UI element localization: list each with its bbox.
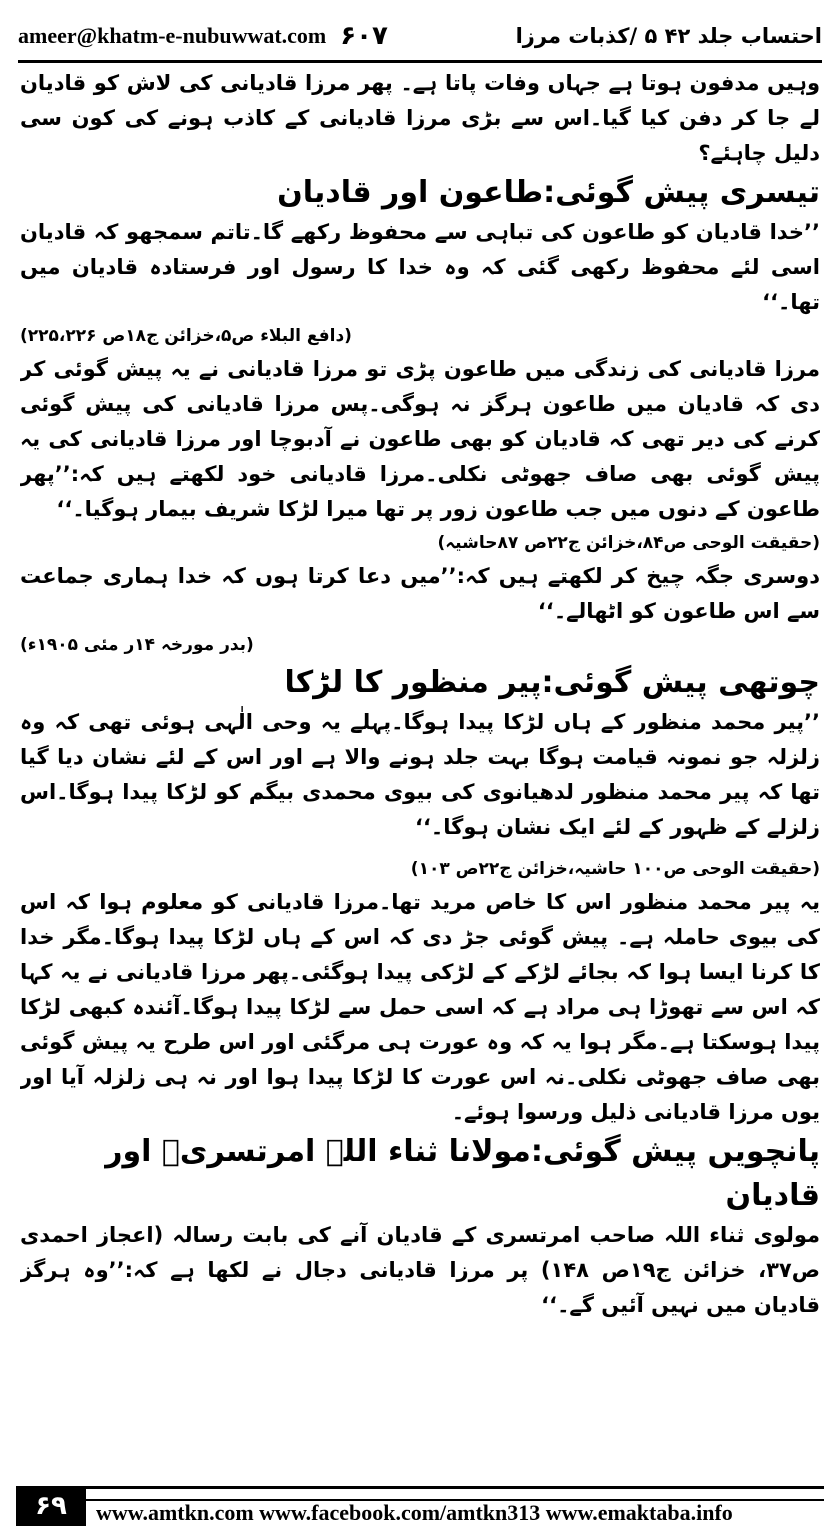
reference-haqiqat-ul-wahi-1: (حقیقت الوحی ص۸۴،خزائن ج۲۲ص ۸۷حاشیہ) xyxy=(437,533,820,553)
paragraph-second-place: دوسری جگہ چیخ کر لکھتے ہیں کہ:’’میں دعا کرتا ہوں کہ خدا ہماری جماعت سے اس طاعون کو اٹھالے۔‘‘ xyxy=(20,564,820,623)
header-email: ameer@khatm-e-nubuwwat.com xyxy=(18,23,327,48)
heading-fourth-prophecy: چوتھی پیش گوئی:پیر منظور کا لڑکا xyxy=(284,665,820,700)
header-divider xyxy=(18,60,822,63)
page-body xyxy=(20,66,820,1446)
heading-third-prophecy: تیسری پیش گوئی:طاعون اور قادیان xyxy=(277,175,820,210)
reference-haqiqat-ul-wahi-2: (حقیقت الوحی ص۱۰۰ حاشیہ،خزائن ج۲۲ص ۱۰۳) xyxy=(410,859,820,879)
paragraph-sanaullah: مولوی ثناء اللہ صاحب امرتسری کے قادیان آنے کی بابت رسالہ (اعجاز احمدی ص۳۷، خزائن ج۱۹ص ۱۴۸) پر مرزا قادیانی دجال نے لکھا ہے کہ:’’وہ ہرگز قادیان میں نہیں آئیں گے۔‘‘ xyxy=(20,1223,820,1317)
heading-fifth-prophecy: پانچویں پیش گوئی:مولانا ثناء اللہ امرتسریؒ اور قادیان xyxy=(105,1134,820,1213)
header-book-title: احتساب جلد ۴۲ ۵ /کذبات مرزا xyxy=(515,24,822,48)
page-header xyxy=(18,14,822,58)
paragraph-plague: مرزا قادیانی کی زندگی میں طاعون پڑی تو مرزا قادیانی نے یہ پیش گوئی کر دی کہ قادیان میں طاعون ہرگز نہ ہوگی۔پس مرزا قادیانی کی پیش گوئی کرنے کی دیر تھی کہ قادیان کو بھی طاعون نے آدبوچا اور مرزا قادیانی کی یہ پیش گوئی بھی صاف جھوٹی نکلی۔مرزا قادیانی خود لکھتے ہیں کہ:’’پھر طاعون کے دنوں میں جب طاعون زور پر تھا میرا لڑکا شریف بیمار ہوگیا۔‘‘ xyxy=(20,357,820,521)
spacer xyxy=(20,845,820,853)
footer-rules xyxy=(86,1486,824,1501)
quote-third-prophecy: ’’خدا قادیان کو طاعون کی تباہی سے محفوظ رکھے گا۔تاتم سمجھو کہ قادیان اسی لئے محفوظ رکھی گئی کہ وہ خدا کا رسول اور فرستادہ قادیان میں تھا۔‘‘ xyxy=(20,220,820,314)
quote-fourth-prophecy: ’’پیر محمد منظور کے ہاں لڑکا پیدا ہوگا۔پہلے یہ وحی الٰہی ہوئی تھی کہ وہ زلزلہ جو نمونہ قیامت ہوگا بہت جلد ہونے والا ہے اور اس کے لئے نشان دیا گیا تھا کہ پیر محمد منظور لدھیانوی کی بیوی محمدی بیگم کو لڑکا پیدا ہوگا۔اس زلزلے کے ظہور کے لئے ایک نشان ہوگا۔‘‘ xyxy=(20,710,820,839)
reference-badr: (بدر مورخہ ۱۴ر مئی ۱۹۰۵ء) xyxy=(20,635,254,655)
page-footer xyxy=(16,1486,824,1526)
header-page-number: ۶۰۷ xyxy=(340,21,388,51)
paragraph-pir-manzoor: یہ پیر محمد منظور اس کا خاص مرید تھا۔مرزا قادیانی کو معلوم ہوا کہ اس کی بیوی حاملہ ہے۔ پیش گوئی جڑ دی کہ اس کے ہاں لڑکا پیدا ہوگا۔مگر خدا کا کرنا ایسا ہوا کہ بجائے لڑکے کے لڑکی پیدا ہوگئی۔پھر مرزا قادیانی نے یہ کہا کہ اس سے تھوڑا ہی مراد ہے کہ اسی حمل سے لڑکا پیدا ہوگا۔آئندہ کبھی لڑکا پیدا ہوسکتا ہے۔مگر ہوا یہ کہ وہ عورت ہی مرگئی اور اس طرح یہ پیش گوئی بھی صاف جھوٹی نکلی۔نہ اس عورت کا لڑکا پیدا ہوا اور نہ ہی زلزلہ آیا اور یوں مرزا قادیانی ذلیل ورسوا ہوئے۔ xyxy=(20,890,820,1124)
footer-book-page-number: ۶۹ xyxy=(16,1486,86,1526)
header-left-group xyxy=(18,21,388,51)
paragraph-intro: وہیں مدفون ہوتا ہے جہاں وفات پاتا ہے۔ پھر مرزا قادیانی کی لاش کو قادیان لے جا کر دفن کیا گیا۔اس سے بڑی مرزا قادیانی کے کاذب ہونے کی کون سی دلیل چاہئے؟ xyxy=(20,71,820,165)
footer-urls: www.amtkn.com www.facebook.com/amtkn313 www.emaktaba.info xyxy=(96,1500,733,1525)
reference-daf-ul-bala: (دافع البلاء ص۵،خزائن ج۱۸ص ۲۲۵،۲۲۶) xyxy=(20,326,352,346)
footer-url-strip xyxy=(86,1486,824,1526)
